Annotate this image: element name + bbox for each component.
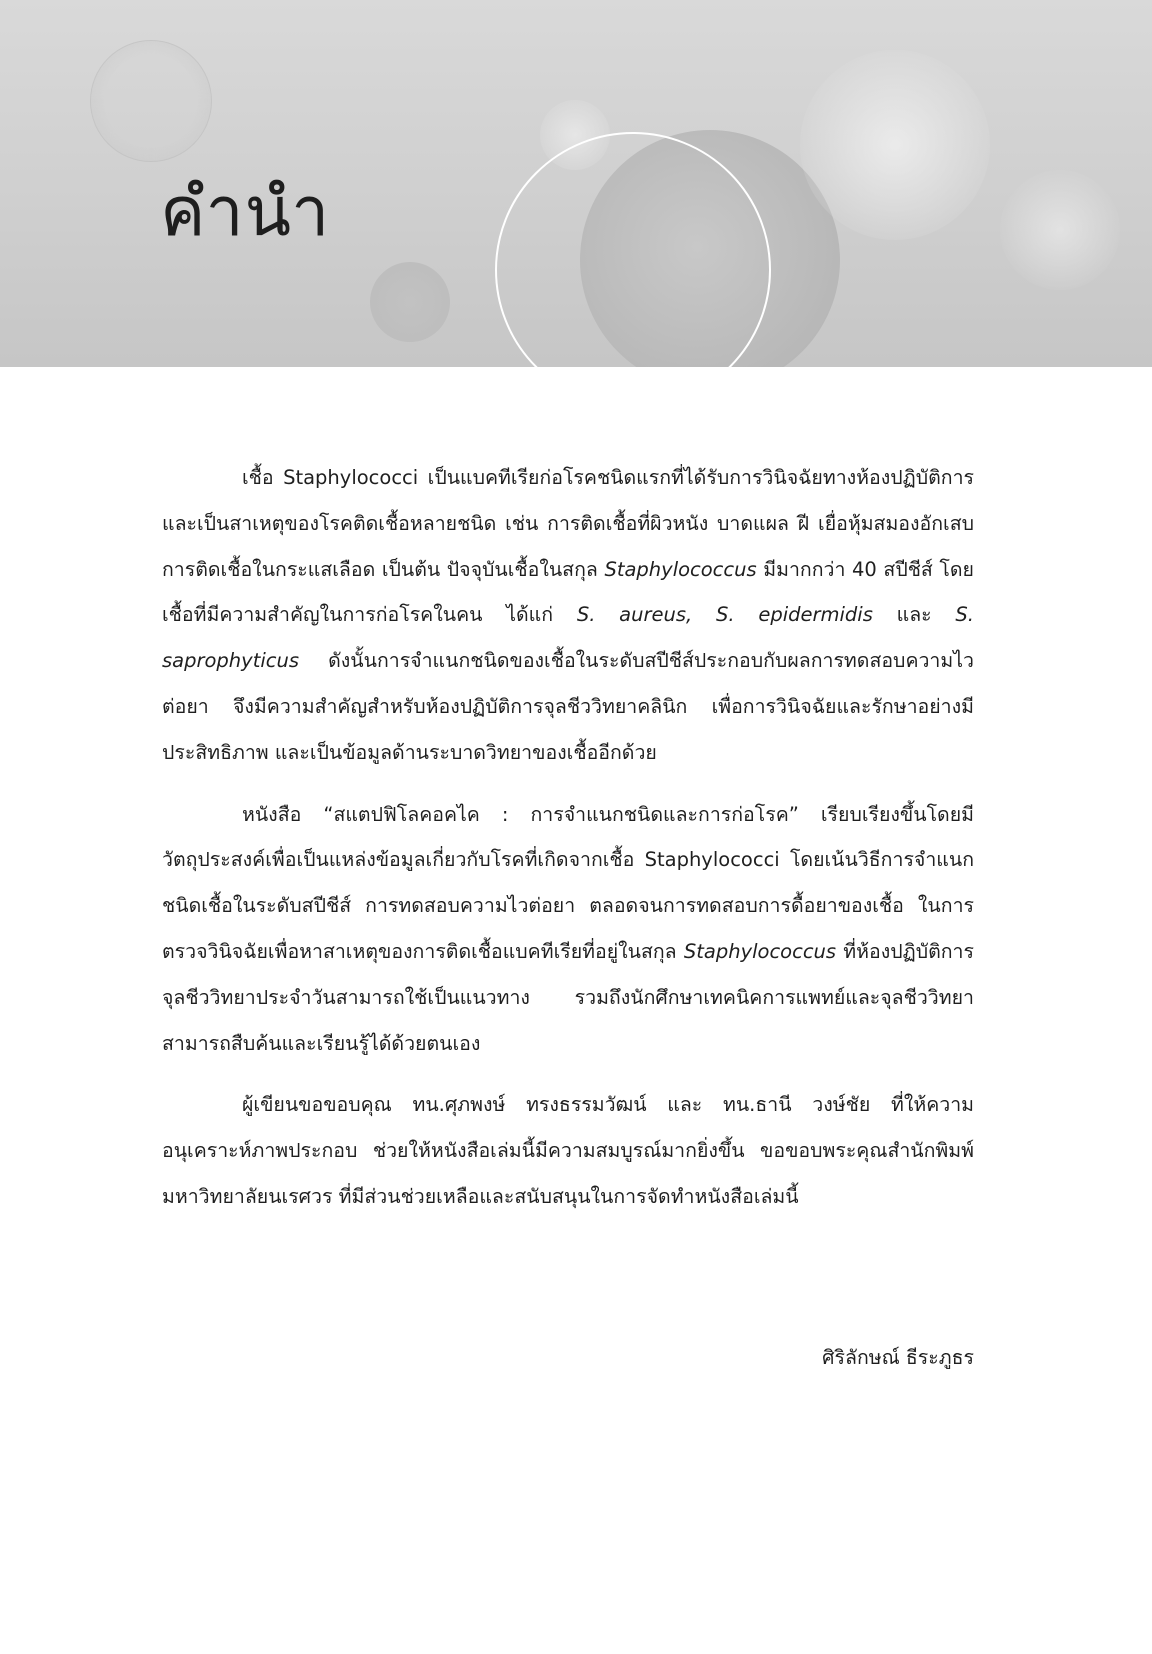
italic-species: S. saprophyticus [162,603,974,673]
text-run: เชื้อ Staphylococci เป็นแบคทีเรียก่อโรคชนิดแรกที่ได้รับการวินิจฉัยทางห้องปฏิบัติการ และเป็นสาเหตุของโรคติดเชื้อหลายชนิด เช่น การติดเชื้อที่ผิวหนัง บาดแผล ฝี เยื่อหุ้มสมองอักเสบ การติดเชื้อในกระแสเลือด เป็นต้น ปัจจุบันเชื้อในสกุล [162,466,974,581]
preface-body [162,455,974,1220]
text-run: ผู้เขียนขอขอบคุณ ทน.ศุภพงษ์ ทรงธรรมวัฒน์ และ ทน.ธานี วงษ์ชัย ที่ให้ความอนุเคราะห์ภาพประกอบ ช่วยให้หนังสือเล่มนี้มีความสมบูรณ์มากยิ่งขึ้น ขอขอบพระคุณสำนักพิมพ์มหาวิทยาลัยนเรศวร ที่มีส่วนช่วยเหลือและสนับสนุนในการจัดทำหนังสือเล่มนี้ [162,1093,974,1208]
italic-genus: Staphylococcus [683,939,837,963]
header-banner [0,0,1152,367]
text-run: ที่ห้องปฏิบัติการจุลชีววิทยาประจำวันสามารถใช้เป็นแนวทาง รวมถึงนักศึกษาเทคนิคการแพทย์และจุลชีววิทยาสามารถสืบค้นและเรียนรู้ได้ด้วยตนเอง [162,939,974,1055]
italic-species: S. aureus, S. epidermidis [576,603,873,627]
text-run: ดังนั้นการจำแนกชนิดของเชื้อในระดับสปีชีส์ประกอบกับผลการทดสอบความไวต่อยา จึงมีความสำคัญสำหรับห้องปฏิบัติการจุลชีววิทยาคลินิก เพื่อการวินิจฉัยและรักษาอย่างมีประสิทธิภาพ และเป็นข้อมูลด้านระบาดวิทยาของเชื้ออีกด้วย [162,649,974,764]
paragraph-2 [162,792,974,1067]
text-run: มีมากกว่า 40 สปีชีส์ โดยเชื้อที่มีความสำคัญในการก่อโรคในคน ได้แก่ [162,557,974,627]
text-run: หนังสือ “สแตปฟิโลคอคไค : การจำแนกชนิดและการก่อโรค” เรียบเรียงขึ้นโดยมีวัตถุประสงค์เพื่อเป็นแหล่งข้อมูลเกี่ยวกับโรคที่เกิดจากเชื้อ Staphylococci โดยเน้นวิธีการจำแนกชนิดเชื้อในระดับสปีชีส์ การทดสอบความไวต่อยา ตลอดจนการทดสอบการดื้อยาของเชื้อ ในการตรวจวินิจฉัยเพื่อหาสาเหตุของการติดเชื้อแบคทีเรียที่อยู่ในสกุล [162,802,974,963]
bokeh-circle [800,50,990,240]
author-signature: ศิริลักษณ์ ธีระภูธร [822,1346,974,1369]
italic-genus: Staphylococcus [604,557,757,581]
paragraph-1 [162,455,974,776]
paragraph-3 [162,1082,974,1219]
bokeh-circle [1000,170,1120,290]
text-run: และ [872,603,956,627]
page-title: คำนำ [160,173,331,252]
bokeh-circle [90,40,212,162]
bokeh-circle [370,262,450,342]
